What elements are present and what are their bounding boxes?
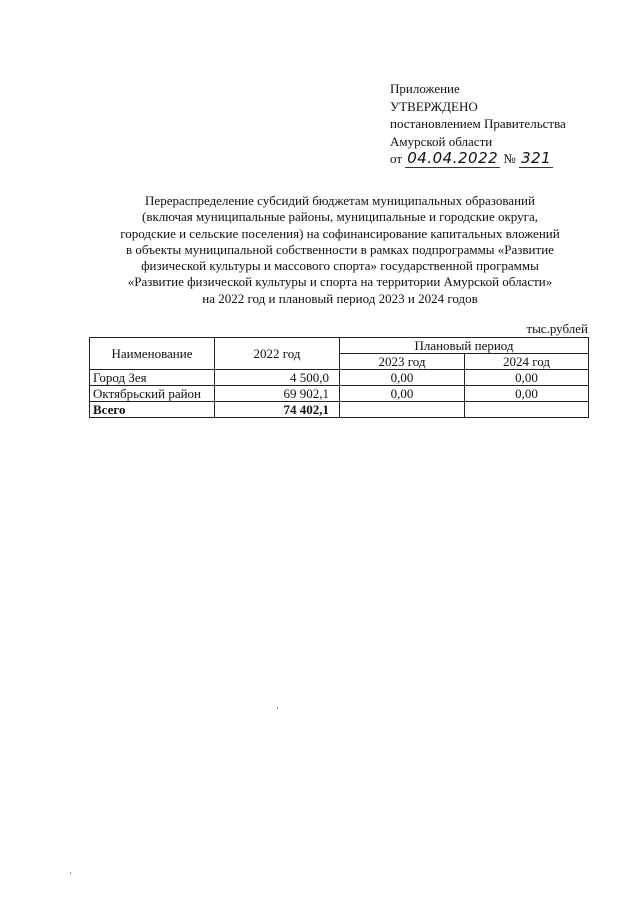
table-row bbox=[90, 386, 589, 402]
table-total-row bbox=[90, 402, 589, 418]
header-2024: 2024 год bbox=[465, 354, 589, 370]
title-line: городские и сельские поселения) на софинансирование капитальных вложений bbox=[120, 225, 560, 241]
row-2024: 0,00 bbox=[465, 386, 589, 402]
header-2023: 2023 год bbox=[340, 354, 465, 370]
title-line: на 2022 год и плановый период 2023 и 2024 годов bbox=[202, 290, 478, 306]
table-header-row bbox=[90, 338, 589, 354]
row-2023: 0,00 bbox=[340, 386, 465, 402]
title-line: (включая муниципальные районы, муниципальные и городские округа, bbox=[141, 209, 538, 225]
approval-block bbox=[390, 80, 566, 168]
row-2023: 0,00 bbox=[340, 370, 465, 386]
header-planned-period: Плановый период bbox=[340, 338, 589, 354]
date-number-line bbox=[390, 150, 566, 168]
scan-speck bbox=[277, 707, 278, 709]
total-name: Всего bbox=[90, 402, 215, 418]
row-2022: 69 902,1 bbox=[215, 386, 340, 402]
title-line: Перераспределение субсидий бюджетам муниципальных образований bbox=[145, 193, 535, 208]
region-label: Амурской области bbox=[390, 133, 493, 149]
subsidy-table bbox=[89, 337, 589, 418]
header-name: Наименование bbox=[90, 338, 215, 370]
title-line: «Развитие физической культуры и спорта на территории Амурской области» bbox=[127, 274, 553, 290]
total-2022: 74 402,1 bbox=[215, 402, 340, 418]
handwritten-number: 321 bbox=[521, 149, 552, 167]
row-2024: 0,00 bbox=[465, 370, 589, 386]
total-2023 bbox=[340, 402, 465, 418]
approved-label: УТВЕРЖДЕНО bbox=[390, 98, 478, 114]
table-row bbox=[90, 370, 589, 386]
total-2024 bbox=[465, 402, 589, 418]
row-name: Октябрьский район bbox=[90, 386, 215, 402]
header-2022: 2022 год bbox=[215, 338, 340, 370]
scan-speck bbox=[70, 872, 71, 874]
title-line: в объекты муниципальной собственности в рамках подпрограммы «Развитие bbox=[126, 241, 554, 257]
date-prefix: от bbox=[390, 151, 403, 166]
resolution-label: постановлением Правительства bbox=[390, 116, 566, 131]
unit-label: тыс.рублей bbox=[526, 321, 588, 336]
appendix-label: Приложение bbox=[390, 81, 460, 96]
handwritten-date: 04.04.2022 bbox=[407, 149, 499, 167]
document-title bbox=[80, 193, 600, 307]
row-2022: 4 500,0 bbox=[215, 370, 340, 386]
number-prefix: № bbox=[503, 151, 516, 166]
title-line: физической культуры и массового спорта» государственной программы bbox=[141, 258, 539, 274]
row-name: Город Зея bbox=[90, 370, 215, 386]
